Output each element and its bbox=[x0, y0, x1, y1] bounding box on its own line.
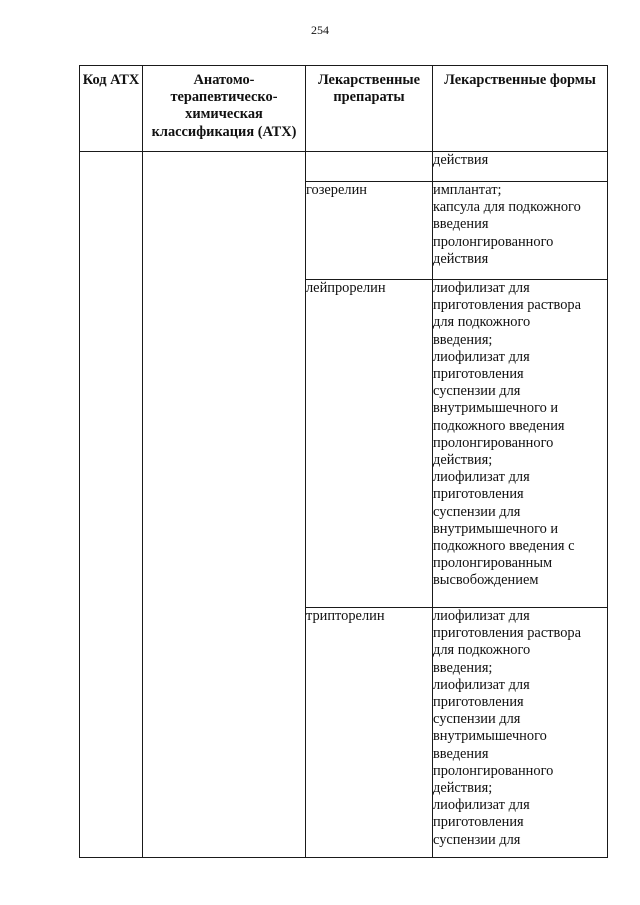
form-line: суспензии для bbox=[433, 503, 521, 520]
drug-cell bbox=[306, 152, 433, 182]
form-line: капсула для подкожного bbox=[433, 199, 581, 216]
page-number: 254 bbox=[311, 23, 329, 37]
drug-cell: лейпрорелин bbox=[306, 280, 433, 608]
form-line: действия bbox=[433, 152, 489, 168]
header-forms-label: Лекарственные формы bbox=[444, 72, 596, 88]
form-line: пролонгированного bbox=[433, 233, 554, 250]
form-line: высвобождением bbox=[433, 572, 539, 589]
form-line: введения; bbox=[433, 659, 493, 676]
form-line: введения bbox=[433, 216, 489, 233]
form-line: приготовления раствора bbox=[433, 297, 581, 314]
table-body bbox=[80, 152, 608, 858]
header-drugs-label: Лекарственные препараты bbox=[317, 72, 421, 106]
form-line: действия; bbox=[433, 452, 493, 469]
form-line: приготовления bbox=[433, 366, 524, 383]
form-line: внутримышечного и bbox=[433, 520, 559, 537]
form-line: внутримышечного и bbox=[433, 400, 559, 417]
header-classification-label: Анатомо-терапевтическо-химическая классификация (АТХ) bbox=[151, 72, 297, 140]
form-line: приготовления bbox=[433, 486, 524, 503]
header-forms bbox=[433, 66, 608, 152]
forms-cell bbox=[433, 608, 608, 858]
form-line: приготовления bbox=[433, 694, 524, 711]
form-line: для подкожного bbox=[433, 642, 531, 659]
header-classification bbox=[143, 66, 306, 152]
table-header-row bbox=[80, 66, 608, 152]
form-line: пролонгированного bbox=[433, 434, 554, 451]
form-line: суспензии для bbox=[433, 831, 521, 848]
form-line: лиофилизат для bbox=[433, 676, 530, 693]
form-line: лиофилизат для bbox=[433, 469, 530, 486]
form-line: лиофилизат для bbox=[433, 280, 530, 296]
form-line: лиофилизат для bbox=[433, 797, 530, 814]
forms-cell bbox=[433, 152, 608, 182]
form-line: суспензии для bbox=[433, 383, 521, 400]
form-line: подкожного введения с bbox=[433, 538, 575, 555]
form-line: лиофилизат для bbox=[433, 608, 530, 624]
form-line: введения bbox=[433, 745, 489, 762]
form-line: суспензии для bbox=[433, 711, 521, 728]
drug-cell: трипторелин bbox=[306, 608, 433, 858]
form-line: пролонгированного bbox=[433, 762, 554, 779]
form-line: введения; bbox=[433, 331, 493, 348]
forms-cell bbox=[433, 182, 608, 280]
form-line: для подкожного bbox=[433, 314, 531, 331]
form-line: подкожного введения bbox=[433, 417, 565, 434]
header-drugs bbox=[306, 66, 433, 152]
form-line: пролонгированным bbox=[433, 555, 553, 572]
table-row bbox=[80, 152, 608, 182]
header-code-label: Код АТХ bbox=[82, 72, 140, 88]
form-line: действия bbox=[433, 250, 489, 267]
drug-cell: гозерелин bbox=[306, 182, 433, 280]
atx-table bbox=[79, 65, 608, 858]
form-line: приготовления bbox=[433, 814, 524, 831]
form-line: имплантат; bbox=[433, 182, 502, 198]
header-code bbox=[80, 66, 143, 152]
classification-cell bbox=[143, 152, 306, 858]
code-cell bbox=[80, 152, 143, 858]
form-line: внутримышечного bbox=[433, 728, 547, 745]
form-line: действия; bbox=[433, 780, 493, 797]
form-line: приготовления раствора bbox=[433, 625, 581, 642]
form-line: лиофилизат для bbox=[433, 348, 530, 365]
forms-cell bbox=[433, 280, 608, 608]
